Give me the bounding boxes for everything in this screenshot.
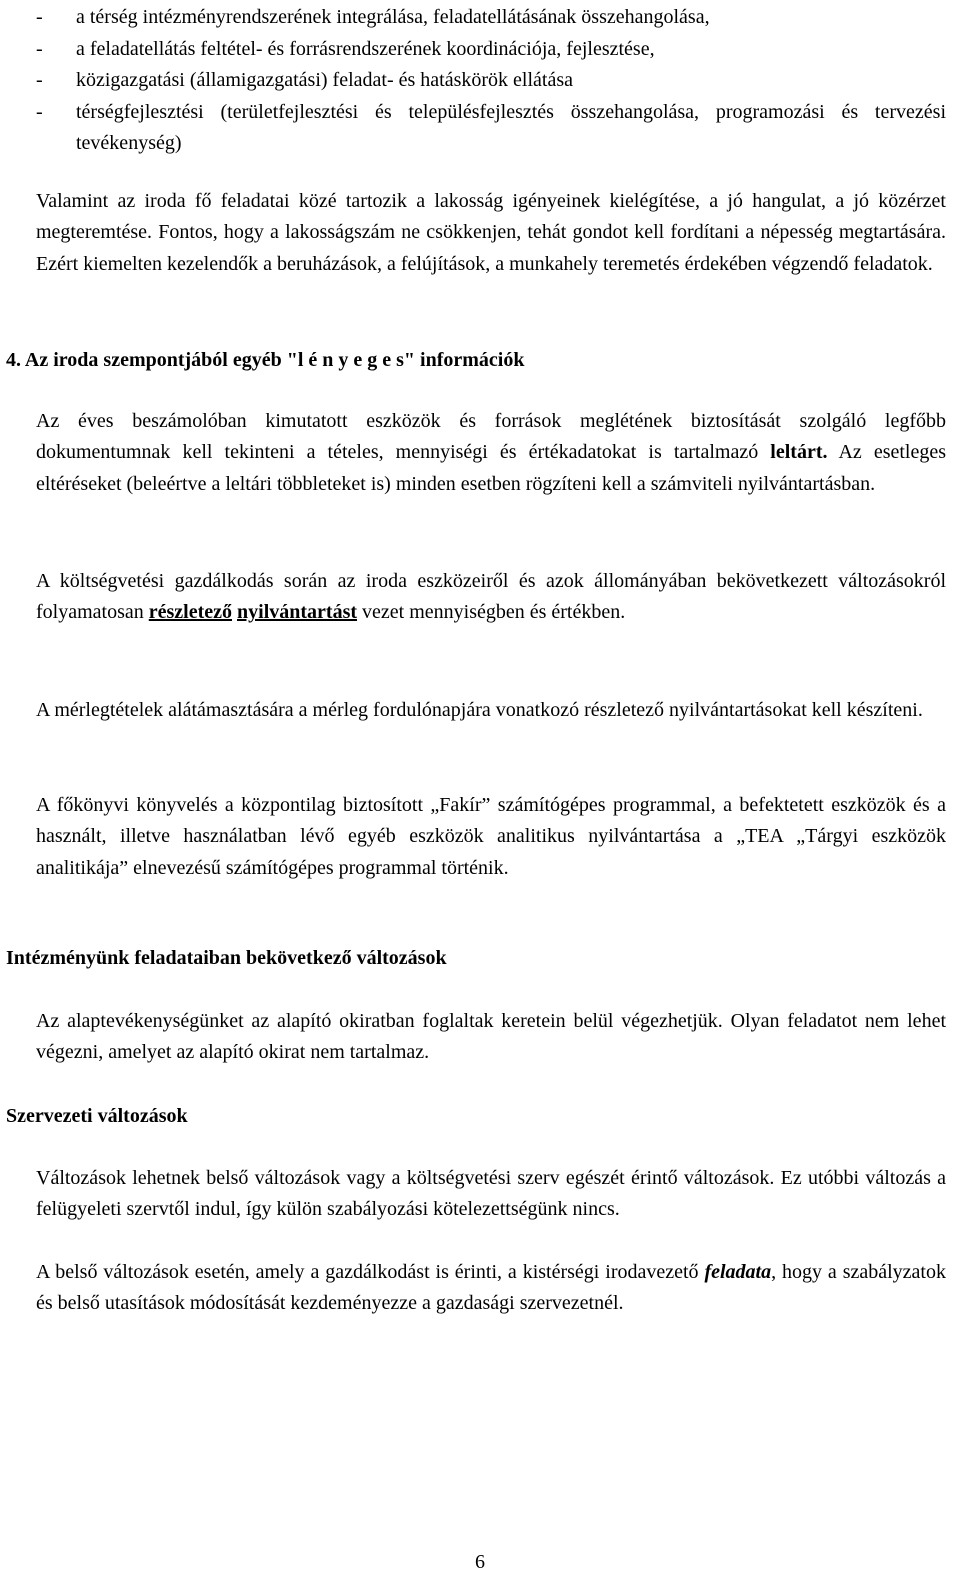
- list-item-text: a térség intézményrendszerének integrálása, feladatellátásának összehangolása,: [76, 6, 710, 28]
- paragraph-koltsegvetesi: A költségvetési gazdálkodás során az iroda eszközeiről és azok állományában bekövetkezett változásokról folyamatosan részletező nyilvántartást vezet mennyiségben és értékben.: [36, 570, 946, 624]
- task-bullet-list: [36, 2, 946, 160]
- list-item: [36, 34, 946, 66]
- bullet-dash: -: [36, 69, 43, 91]
- paragraph-alaptevekenyseg: Az alaptevékenységünket az alapító okiratban foglaltak keretein belül végezhetjük. Olyan feladatot nem lehet végezni, amelyet az alapító okirat nem tartalmaz.: [36, 1010, 946, 1064]
- emphasis-reszletezo: részletező: [148, 601, 233, 624]
- list-item-text: közigazgatási (államigazgatási) feladat- és hatáskörök ellátása: [76, 69, 573, 91]
- paragraph-merleg: A mérlegtételek alátámasztására a mérleg fordulónapjára vonatkozó részletező nyilvántartásokat kell készíteni.: [36, 699, 923, 721]
- paragraph-lakossag: Valamint az iroda fő feladatai közé tartozik a lakosság igényeinek kielégítése, a jó hangulat, a jó közérzet megteremtése. Fontos, hogy a lakosságszám ne csökkenjen, tehát gondot kell fordítani a népesség megtartására. Ezért kiemelten kezelendők a beruházások, a felújítások, a munkahely teremetés érdekében végzendő feladatok.: [36, 190, 946, 275]
- list-item-text: a feladatellátás feltétel- és forrásrendszerének koordinációja, fejlesztése,: [76, 37, 655, 60]
- emphasis-feladata: feladata: [704, 1261, 772, 1283]
- section-heading-changes: Intézményünk feladataiban bekövetkező változások: [6, 947, 447, 969]
- paragraph-szervezeti-1: Változások lehetnek belső változások vagy a költségvetési szerv egészét érintő változások. Ez utóbbi változás a felügyeleti szervtől indul, így külön szabályozási kötelezettségünk nincs.: [36, 1167, 946, 1221]
- bullet-dash: -: [36, 6, 43, 28]
- paragraph-szervezeti-2: A belső változások esetén, amely a gazdálkodást is érinti, a kistérségi irodavezető feladata, hogy a szabályzatok és belső utasítások módosítását kezdeményezze a gazdasági szervezetnél.: [36, 1261, 946, 1315]
- emphasis-nyilvantartast: nyilvántartást: [237, 601, 358, 624]
- bullet-dash: -: [36, 37, 43, 60]
- list-item-text: térségfejlesztési (területfejlesztési és településfejlesztés összehangolása, programozási és tervezési tevékenység): [76, 100, 946, 154]
- bullet-dash: -: [36, 100, 43, 123]
- page-number: 6: [475, 1551, 485, 1573]
- section-heading-organizational: Szervezeti változások: [6, 1105, 188, 1127]
- paragraph-fokonyv: A főkönyvi könyvelés a központilag biztosított „Fakír” számítógépes programmal, a befektetett eszközök és a használt, illetve használatban lévő egyéb eszközök analitikus nyilvántartása a „TEA „Tárgyi eszközök analitikája” elnevezésű számítógépes programmal történik.: [36, 794, 946, 879]
- list-item: [36, 97, 946, 160]
- section-heading-4: 4. Az iroda szempontjából egyéb "l é n y e g e s" információk: [6, 349, 525, 371]
- list-item: [36, 2, 946, 34]
- paragraph-leltar: Az éves beszámolóban kimutatott eszközök és források meglétének biztosítását szolgáló legfőbb dokumentumnak kell tekinteni a tételes, mennyiségi és értékadatokat is tartalmazó leltárt. Az esetleges eltéréseket (beleértve a leltári többleteket is) minden esetben rögzíteni kell a számviteli nyilvántartásban.: [36, 410, 947, 495]
- list-item: [36, 65, 946, 97]
- emphasis-leltart: leltárt.: [770, 441, 828, 464]
